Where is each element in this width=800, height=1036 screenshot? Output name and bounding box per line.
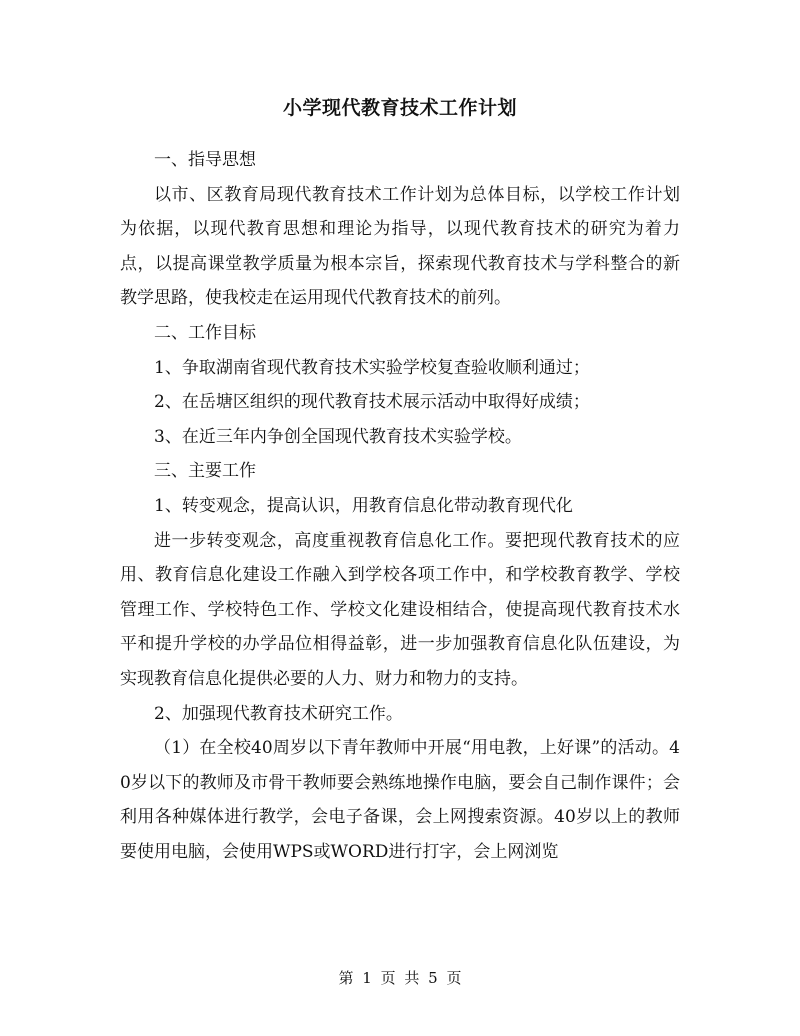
goal-item-3: 3、在近三年内争创全国现代教育技术实验学校。 — [154, 426, 522, 447]
goal-item-2: 2、在岳塘区组织的现代教育技术展示活动中取得好成绩； — [154, 392, 590, 413]
subheading-change-concepts: 1、转变观念，提高认识，用教育信息化带动教育现代化 — [154, 495, 573, 516]
section-heading-main-work: 三、主要工作 — [154, 461, 256, 482]
paragraph-change-concepts: 进一步转变观念，高度重视教育信息化工作。要把现代教育技术的应用、教育信息化建设工作融入到学校各项工作中，和学校教育教学、学校管理工作、学校特色工作、学校文化建设相结合，使提高现代教育技术水平和提升学校的办学品位相得益彰，进一步加强教育信息化队伍建设，为实现教育信息化提供必要的人力、财力和物力的支持。 — [120, 530, 680, 689]
goal-item-1: 1、争取湖南省现代教育技术实验学校复查验收顺利通过； — [154, 357, 590, 378]
paragraph-research-activity: （1）在全校40周岁以下青年教师中开展“用电教，上好课”的活动。40岁以下的教师及市骨干教师要会熟练地操作电脑，要会自己制作课件；会利用各种媒体进行教学，会电子备课，会上网搜索资源。40岁以上的教师要使用电脑，会使用WPS或WORD进行打字，会上网浏览 — [120, 738, 680, 862]
paragraph-guiding-ideology: 以市、区教育局现代教育技术工作计划为总体目标，以学校工作计划为依据，以现代教育思想和理论为指导，以现代教育技术的研究为着力点，以提高课堂教学质量为根本宗旨，探索现代教育技术与学科整合的新教学思路，使我校走在运用现代代教育技术的前列。 — [120, 184, 680, 309]
section-heading-work-goals: 二、工作目标 — [154, 322, 256, 343]
subheading-research-work: 2、加强现代教育技术研究工作。 — [154, 703, 403, 724]
page-footer: 第 1 页 共 5 页 — [338, 969, 462, 987]
document-body — [120, 143, 680, 869]
section-heading-guiding-ideology: 一、指导思想 — [154, 150, 256, 170]
document-title: 小学现代教育技术工作计划 — [282, 97, 517, 119]
